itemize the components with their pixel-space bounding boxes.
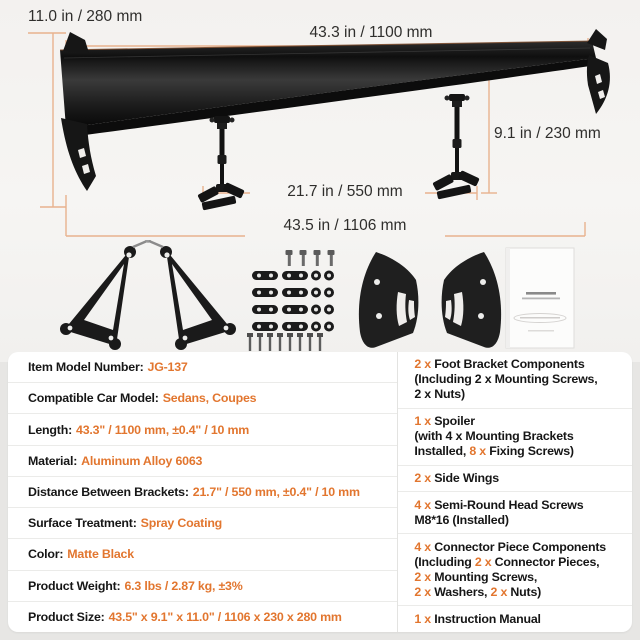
spec-label: Distance Between Brackets: [28,484,189,499]
spec-value: 43.5" x 9.1" x 11.0" / 1106 x 230 x 280 mm [108,609,342,624]
spec-label: Material: [28,453,78,468]
spec-value: 21.7" / 550 mm, ±0.4" / 10 mm [192,484,360,499]
package-item [398,409,632,466]
hardware-kit-image [247,250,335,351]
dimension-bracket-label: 21.7 in / 550 mm [287,183,403,200]
package-item-line: 1 x Instruction Manual [414,611,541,626]
package-item-line: (Including 2 x Mounting Screws, [414,372,598,387]
dimension-span-label: 43.3 in / 1100 mm [309,24,433,41]
spec-value: Sedans, Coupes [162,391,257,406]
spec-row [8,602,397,632]
package-item [398,606,632,632]
spec-row [8,352,397,383]
dimension-pedestal-label: 9.1 in / 230 mm [494,125,601,142]
package-item [398,534,632,606]
package-item-line: 2 x Washers, 2 x Nuts) [414,584,542,599]
spec-card [8,352,632,632]
package-item [398,466,632,493]
package-item-line: 2 x Nuts) [414,387,465,402]
spec-label: Surface Treatment: [28,516,137,531]
spec-row [8,446,397,477]
package-items [397,352,632,632]
instruction-manual-image [506,248,574,348]
package-item-line: 2 x Mounting Screws, [414,569,538,584]
spec-rows [8,352,397,632]
right-pedestal [432,94,479,199]
spec-value: JG-137 [147,360,188,375]
package-item [398,492,632,534]
package-item-line: (with 4 x Mounting Brackets [414,429,574,444]
left-pedestal [197,116,244,210]
spec-label: Product Size: [28,609,105,624]
spec-row [8,477,397,508]
dimension-total-label: 43.5 in / 1106 mm [283,217,407,234]
spec-row [8,539,397,570]
spec-value: Spray Coating [140,516,223,531]
spec-row [8,383,397,414]
package-item-line: M8*16 (Installed) [414,512,509,527]
spec-value: Matte Black [67,547,134,562]
wing-body [60,41,597,137]
package-item-line: Installed, 8 x Fixing Screws) [414,444,574,459]
foot-bracket-image [60,240,236,350]
spec-label: Length: [28,422,73,437]
package-item-line: 2 x Side Wings [414,471,499,486]
package-item-line: 4 x Semi-Round Head Screws [414,497,584,512]
spec-label: Item Model Number: [28,360,144,375]
package-item-line: 4 x Connector Piece Components [414,539,606,554]
spec-value: Aluminum Alloy 6063 [81,453,203,468]
spec-label: Compatible Car Model: [28,391,159,406]
spec-value: 6.3 lbs / 2.87 kg, ±3% [124,578,243,593]
package-item-line: 2 x Foot Bracket Components [414,357,585,372]
spec-label: Product Weight: [28,578,121,593]
spec-label: Color: [28,547,64,562]
package-item [398,352,632,409]
dimension-height-label: 11.0 in / 280 mm [28,8,143,25]
components-strip [0,240,640,352]
spec-row [8,571,397,602]
spec-row [8,508,397,539]
side-wings-image [359,252,501,348]
package-item-line: 1 x Spoiler [414,414,475,429]
right-end-plate [587,29,610,114]
package-item-line: (Including 2 x Connector Pieces, [414,554,600,569]
spec-value: 43.3" / 1100 mm, ±0.4" / 10 mm [76,422,250,437]
spec-row [8,414,397,445]
